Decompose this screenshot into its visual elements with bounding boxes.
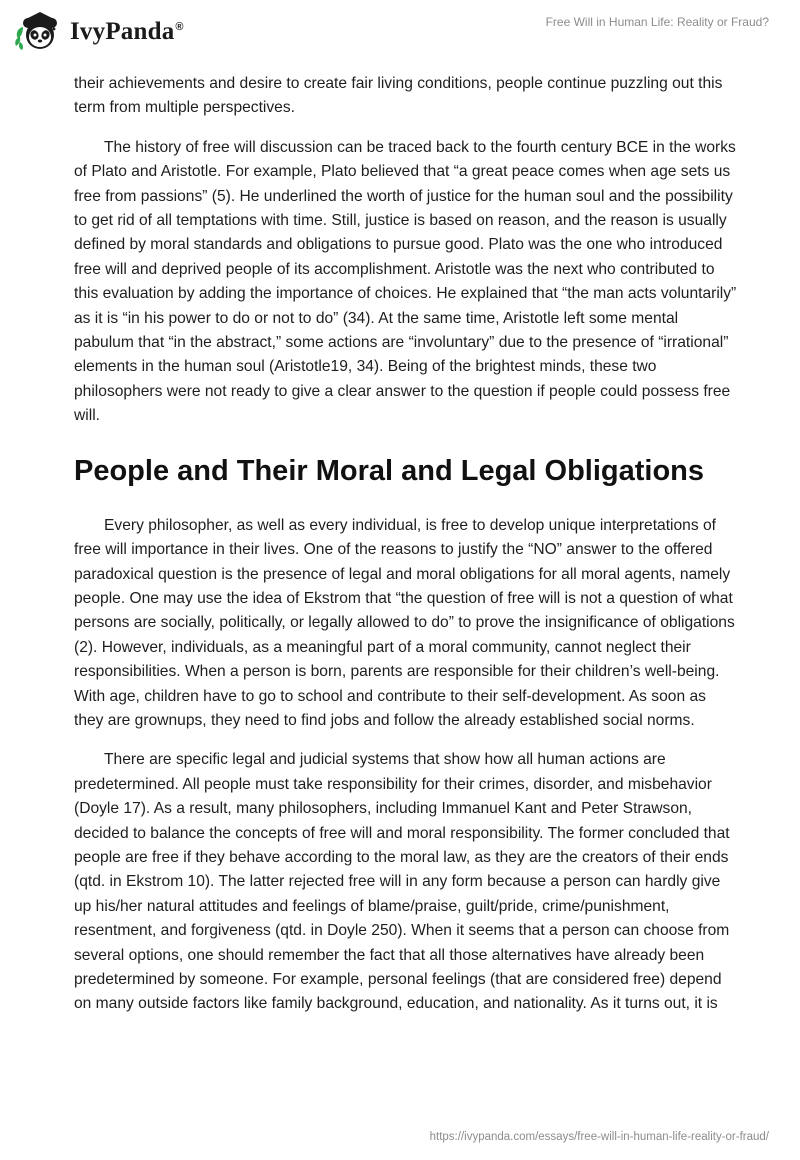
panda-graduate-icon xyxy=(14,9,64,53)
paragraph-continued: their achievements and desire to create fair living conditions, people continue puzzling out this term from multiple perspectives. xyxy=(74,75,723,117)
paragraph-history: The history of free will discussion can be traced back to the fourth century BCE in the works of Plato and Aristotle. For example, Plato believed that “a great peace comes when age sets us free from passions” (5). He underlined the worth of justice for the human soul and the possibility to get rid of all temptations with time. Still, justice is based on reason, and the reason is usually defined by moral standards and obligations to pursue good. Plato was the one who introduced free will and deprived people of its accomplishment. Aristotle was the next who contributed to this evaluation by adding the importance of choices. He explained that “the man acts voluntarily” as it is “in his power to do or not to do” (34). At the same time, Aristotle left some mental pabulum that “in the abstract,” some actions are “involuntary” due to the presence of “irrational” elements in the human soul (Aristotle19, 34). Being of the brightest minds, these two philosophers were not ready to give a clear answer to the question if people could possess free will. xyxy=(74,138,737,425)
page-header xyxy=(0,0,800,66)
source-url[interactable]: https://ivypanda.com/essays/free-will-in-human-life-reality-or-fraud/ xyxy=(429,1131,769,1143)
brand-name: IvyPanda® xyxy=(70,18,184,45)
section-heading: People and Their Moral and Legal Obligations xyxy=(74,454,705,487)
essay-content xyxy=(74,72,739,1032)
registered-mark: ® xyxy=(175,20,184,33)
paragraph-legal-systems: There are specific legal and judicial systems that show how all human actions are predetermined. All people must take responsibility for their crimes, disorder, and misbehavior (Doyle 17). As a result, many philosophers, including Immanuel Kant and Peter Strawson, decided to balance the concepts of free will and moral responsibility. The former concluded that people are free if they behave according to the moral law, as they are the creators of their ends (qtd. in Ekstrom 10). The latter rejected free will in any form because a person can hardly give up his/her natural attitudes and feelings of blame/praise, guilt/pride, crime/punishment, resentment, and forgiveness (qtd. in Doyle 250). When it seems that a person can choose from several options, one should remember the fact that all those alternatives have already been predetermined by someone. For example, personal feelings (that are considered free) depend on many outside factors like family background, education, and nationality. As it turns out, it is xyxy=(74,751,730,1013)
document-title: Free Will in Human Life: Reality or Fraud? xyxy=(545,15,769,29)
ivypanda-logo[interactable] xyxy=(14,9,184,53)
paragraph-obligations: Every philosopher, as well as every individual, is free to develop unique interpretations of free will importance in their lives. One of the reasons to justify the “NO” answer to the offered paradoxical question is the presence of legal and moral obligations for all moral agents, namely people. One may use the idea of Ekstrom that “the question of free will is not a question of what persons are socially, politically, or legally allowed to do” to prove the insignificance of obligations (2). However, individuals, as a meaningful part of a moral community, cannot neglect their responsibilities. When a person is born, parents are responsible for their children’s well-being. With age, children have to go to school and contribute to their self-development. As soon as they are grownups, they need to find jobs and follow the already established social norms. xyxy=(74,516,735,729)
